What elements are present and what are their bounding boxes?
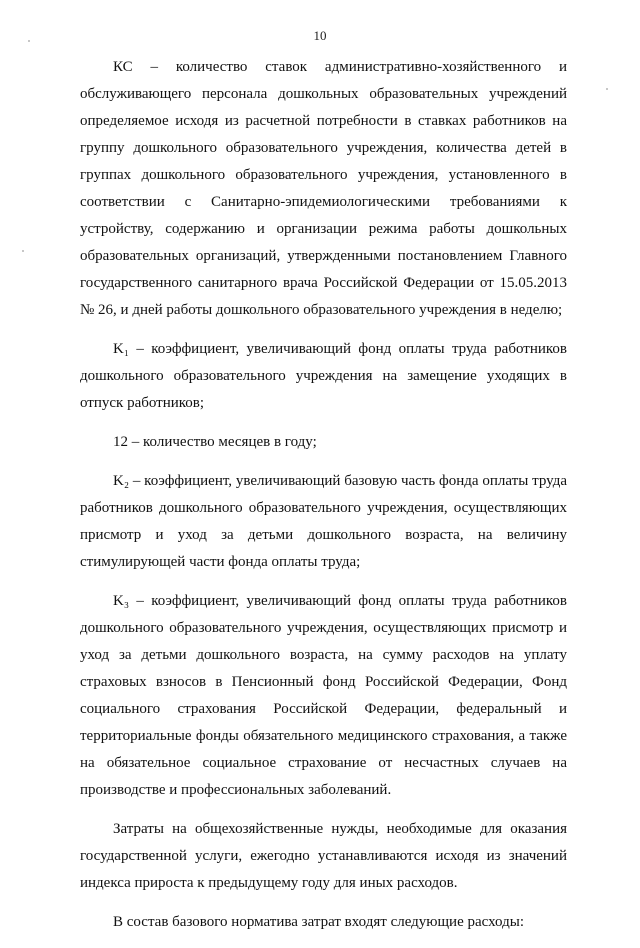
paragraph-k2-definition: K₂ – коэффициент, увеличивающий базовую часть фонда оплаты труда работников дошкольного образовательного учреждения, осуществляющих присмотр и уход за детьми дошкольного возраста, на величину стимулирующей части фонда оплаты труда; bbox=[80, 473, 567, 570]
paragraph-k3-definition: K₃ – коэффициент, увеличивающий фонд оплаты труда работников дошкольного образовательного учреждения, осуществляющих присмотр и уход за детьми дошкольного возраста, на сумму расходов на уплату страховых взносов в Пенсионный фонд Российской Федерации, Фонд социального страхования Российской Федерации, федеральный и территориальные фонды обязательного медицинского страхования, а также на обязательное социальное страхование от несчастных случаев на производстве и профессиональных заболеваний. bbox=[80, 593, 567, 798]
paragraph-months-definition: 12 – количество месяцев в году; bbox=[113, 434, 317, 450]
page-number: 10 bbox=[313, 28, 327, 43]
scan-dust-mark bbox=[606, 88, 608, 90]
paragraph-ks-definition: КС – количество ставок административно-хозяйственного и обслуживающего персонала дошкольных образовательных учреждений определяемое исходя из расчетной потребности в ставках работников на группу дошкольного образовательного учреждения, количества детей в группах дошкольного образовательного учреждения, установленного в соответствии с Санитарно-эпидемиологическими требованиями к устройству, содержанию и организации режима работы дошкольных образовательных организаций, утвержденными постановлением Главного государственного санитарного врача Российской Федерации от 15.05.2013 № 26, и дней работы дошкольного образовательного учреждения в неделю; bbox=[80, 59, 567, 318]
scan-dust-mark bbox=[22, 250, 24, 252]
scan-dust-mark bbox=[28, 40, 30, 42]
paragraph-k1-definition: K₁ – коэффициент, увеличивающий фонд оплаты труда работников дошкольного образовательного учреждения на замещение уходящих в отпуск работников; bbox=[80, 341, 567, 411]
paragraph-base-standard-intro: В состав базового норматива затрат входят следующие расходы: bbox=[113, 914, 524, 930]
paragraph-general-expenses: Затраты на общехозяйственные нужды, необходимые для оказания государственной услуги, ежегодно устанавливаются исходя из значений индекса прироста к предыдущему году для иных расходов. bbox=[80, 821, 567, 891]
document-body bbox=[80, 54, 567, 948]
